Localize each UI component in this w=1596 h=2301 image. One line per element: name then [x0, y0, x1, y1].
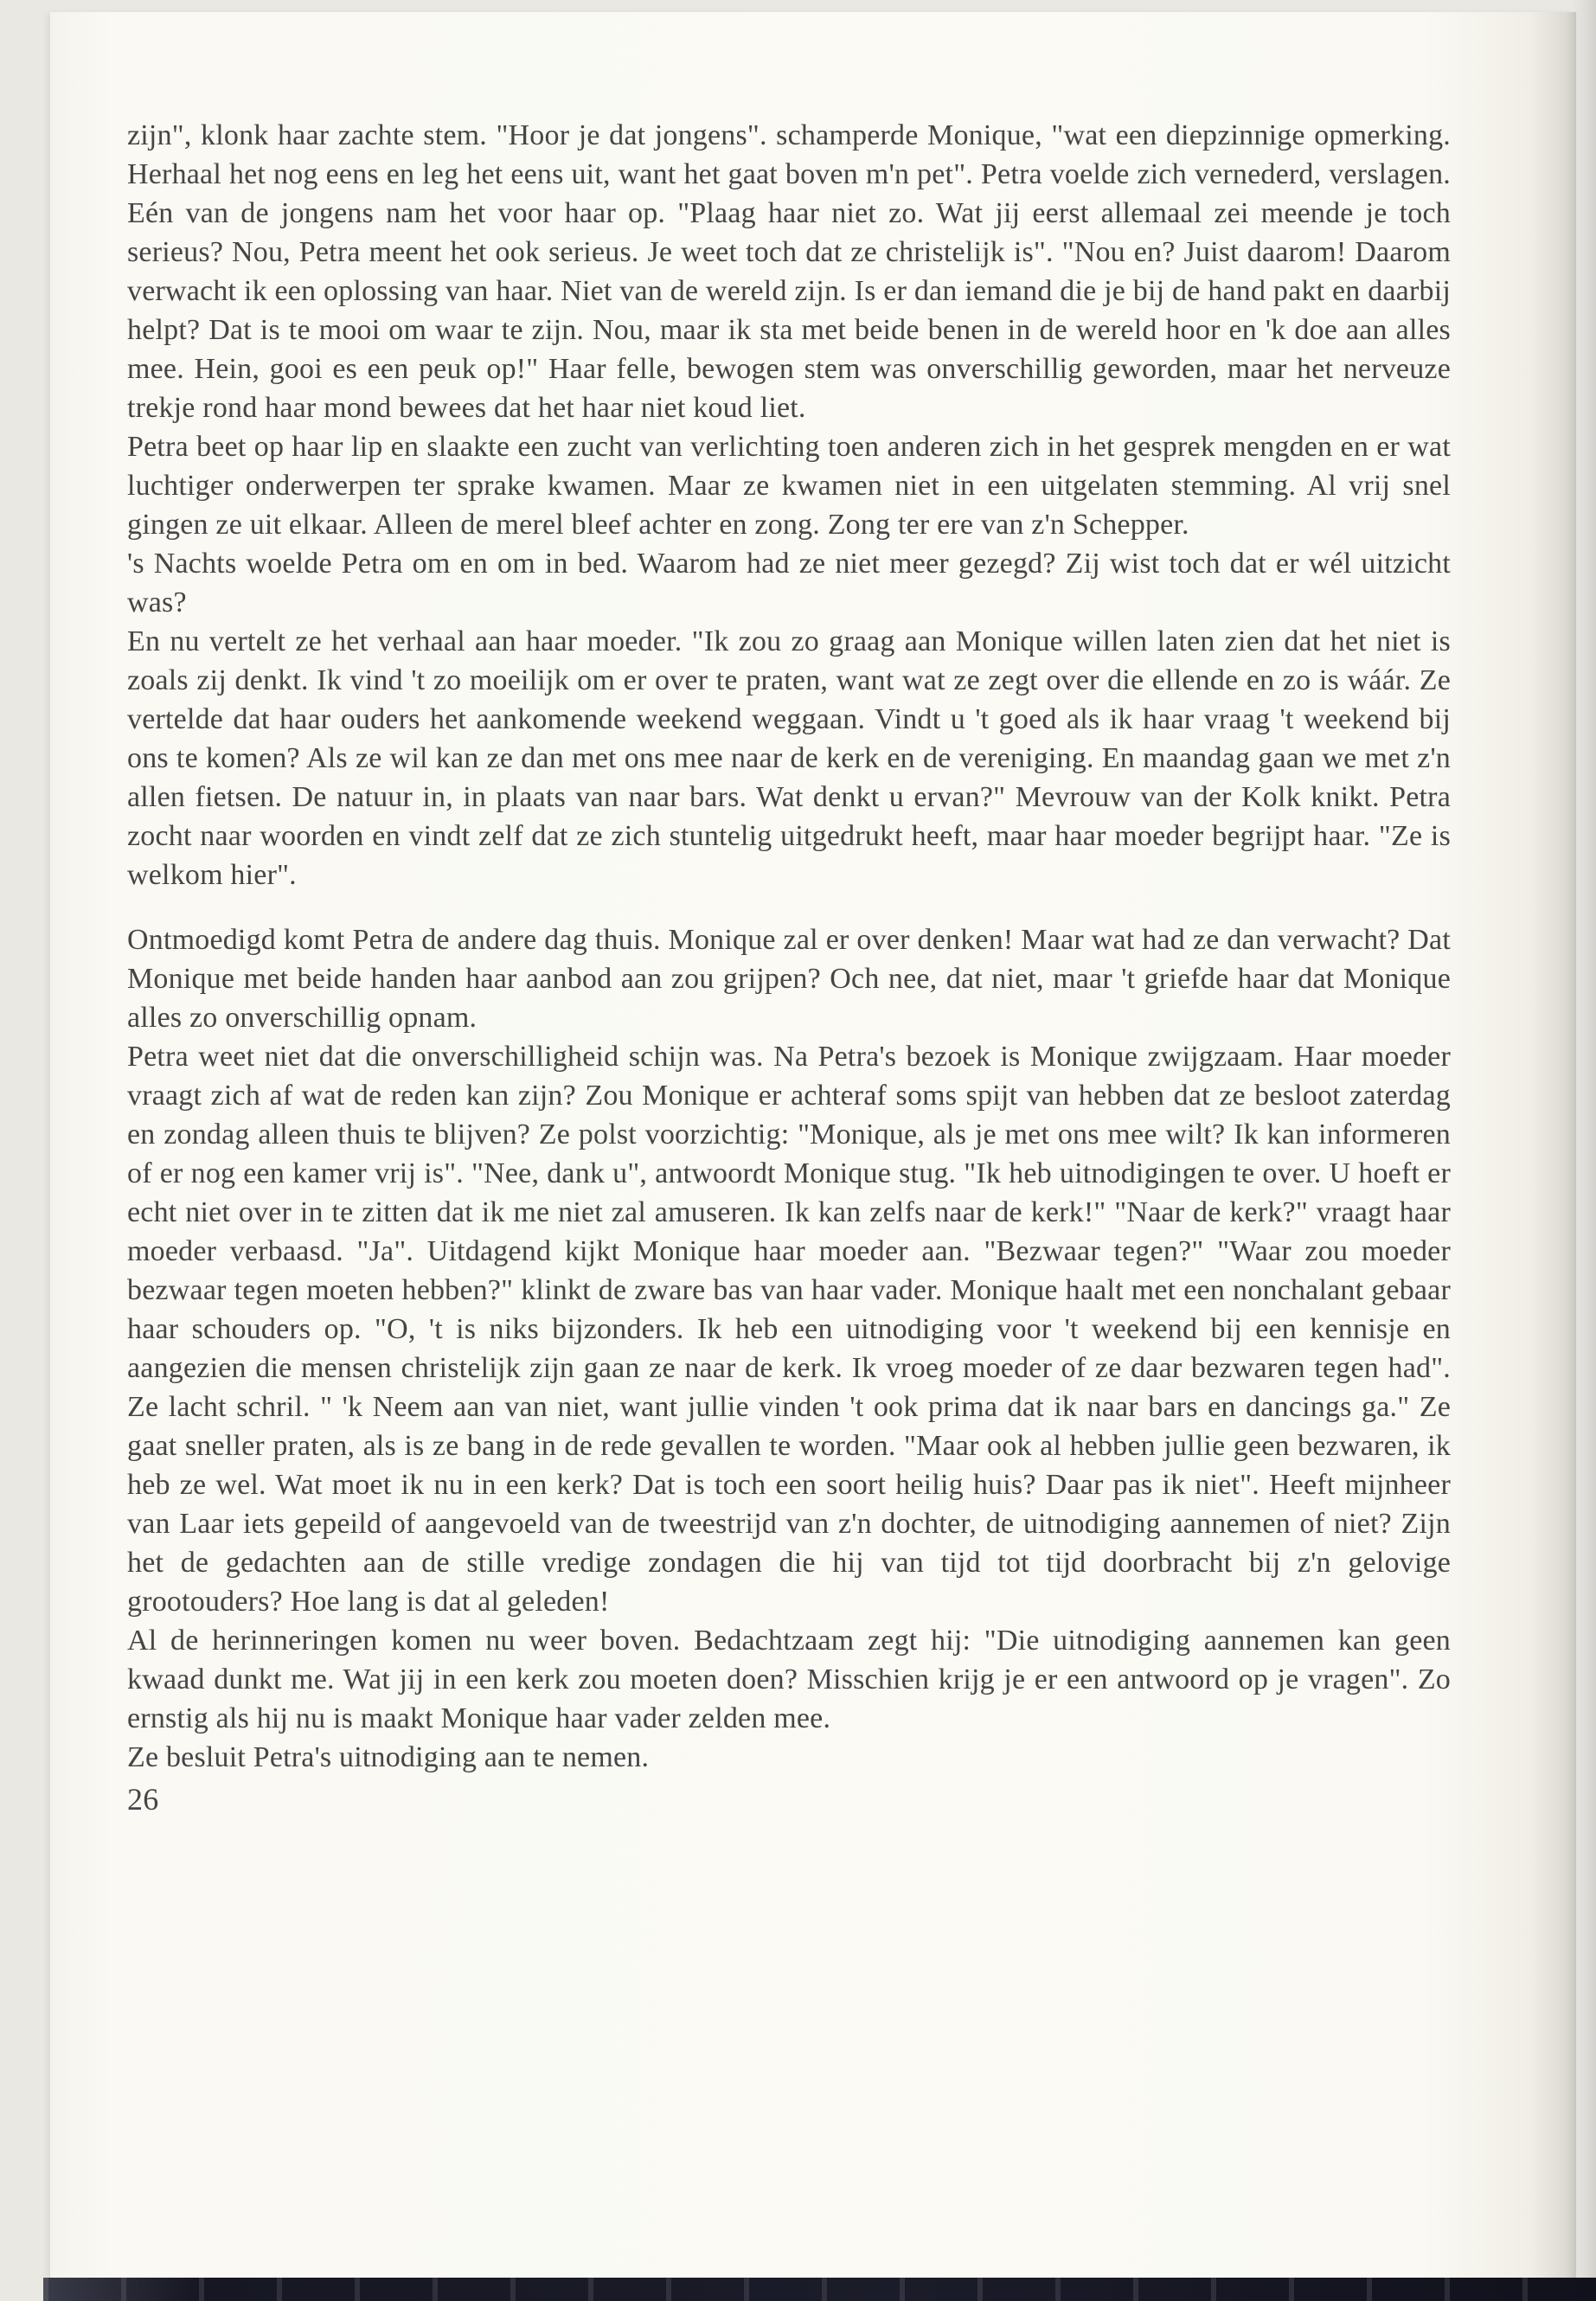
page-number: 26	[127, 1782, 159, 1817]
paragraph: Petra beet op haar lip en slaakte een zucht van verlichting toen anderen zich in het gesprek mengden en er wat luchtiger onderwerpen ter sprake kwamen. Maar ze kwamen niet in een uitgelaten stemming. Al vrij snel gingen ze uit elkaar. Alleen de merel bleef achter en zong. Zong ter ere van z'n Schepper.	[127, 431, 1451, 541]
paragraph: zijn", klonk haar zachte stem. "Hoor je dat jongens". schamperde Monique, "wat een diepzinnige opmerking. Herhaal het nog eens en leg het eens uit, want het gaat boven m'n pet". Petra voelde zich vernederd, verslagen. Eén van de jongens nam het voor haar op. "Plaag haar niet zo. Wat jij eerst allemaal zei meende je toch serieus? Nou, Petra meent het ook serieus. Je weet toch dat ze christelijk is". "Nou en? Juist daarom! Daarom verwacht ik een oplossing van haar. Niet van de wereld zijn. Is er dan iemand die je bij de hand pakt en daarbij helpt? Dat is te mooi om waar te zijn. Nou, maar ik sta met beide benen in de wereld hoor en 'k doe aan alles mee. Hein, gooi es een peuk op!" Haar felle, bewogen stem was onverschillig geworden, maar het nerveuze trekje rond haar mond bewees dat het haar niet koud liet.	[127, 119, 1451, 424]
page-edge-shadow	[1572, 0, 1596, 2301]
body-text	[127, 116, 1451, 1819]
paragraph: 's Nachts woelde Petra om en om in bed. Waarom had ze niet meer gezegd? Zij wist toch dat er wél uitzicht was?	[127, 548, 1451, 619]
paragraph: En nu vertelt ze het verhaal aan haar moeder. "Ik zou zo graag aan Monique willen laten zien dat het niet is zoals zij denkt. Ik vind 't zo moeilijk om er over te praten, want wat ze zegt over die ellende en zo is wáár. Ze vertelde dat haar ouders het aankomende weekend weggaan. Vindt u 't goed als ik haar vraag 't weekend bij ons te komen? Als ze wil kan ze dan met ons mee naar de kerk en de vereniging. En maandag gaan we met z'n allen fietsen. De natuur in, in plaats van naar bars. Wat denkt u ervan?" Mevrouw van der Kolk knikt. Petra zocht naar woorden en vindt zelf dat ze zich stuntelig uitgedrukt heeft, maar haar moeder begrijpt haar. "Ze is welkom hier".	[127, 625, 1451, 891]
paragraph: Al de herinneringen komen nu weer boven. Bedachtzaam zegt hij: "Die uitnodiging aannemen kan geen kwaad dunkt me. Wat jij in een kerk zou moeten doen? Misschien krijg je er een antwoord op je vragen". Zo ernstig als hij nu is maakt Monique haar vader zelden mee.	[127, 1625, 1451, 1734]
book-page	[50, 12, 1576, 2282]
paragraph: Ontmoedigd komt Petra de andere dag thuis. Monique zal er over denken! Maar wat had ze dan verwacht? Dat Monique met beide handen haar aanbod aan zou grijpen? Och nee, dat niet, maar 't griefde haar dat Monique alles zo onverschillig opnam.	[127, 924, 1451, 1034]
scan-bottom-edge	[43, 2278, 1596, 2301]
paragraph: Petra weet niet dat die onverschilligheid schijn was. Na Petra's bezoek is Monique zwijgzaam. Haar moeder vraagt zich af wat de reden kan zijn? Zou Monique er achteraf soms spijt van hebben dat ze besloot zaterdag en zondag alleen thuis te blijven? Ze polst voorzichtig: "Monique, als je met ons mee wilt? Ik kan informeren of er nog een kamer vrij is". "Nee, dank u", antwoordt Monique stug. "Ik heb uitnodigingen te over. U hoeft er echt niet over in te zitten dat ik me niet zal amuseren. Ik kan zelfs naar de kerk!" "Naar de kerk?" vraagt haar moeder verbaasd. "Ja". Uitdagend kijkt Monique haar moeder aan. "Bezwaar tegen?" "Waar zou moeder bezwaar tegen moeten hebben?" klinkt de zware bas van haar vader. Monique haalt met een nonchalant gebaar haar schouders op. "O, 't is niks bijzonders. Ik heb een uitnodiging voor 't weekend bij een kennisje en aangezien die mensen christelijk zijn gaan ze naar de kerk. Ik vroeg moeder of ze daar bezwaren tegen had". Ze lacht schril. " 'k Neem aan van niet, want jullie vinden 't ook prima dat ik naar bars en dancings ga." Ze gaat sneller praten, als is ze bang in de rede gevallen te worden. "Maar ook al hebben jullie geen bezwaren, ik heb ze wel. Wat moet ik nu in een kerk? Dat is toch een soort heilig huis? Daar pas ik niet". Heeft mijnheer van Laar iets gepeild of aangevoeld van de tweestrijd van z'n dochter, de uitnodiging aannemen of niet? Zijn het de gedachten aan de stille vredige zondagen die hij van tijd tot tijd doorbracht bij z'n gelovige grootouders? Hoe lang is dat al geleden!	[127, 1041, 1451, 1618]
paragraph: Ze besluit Petra's uitnodiging aan te nemen.	[127, 1741, 650, 1773]
